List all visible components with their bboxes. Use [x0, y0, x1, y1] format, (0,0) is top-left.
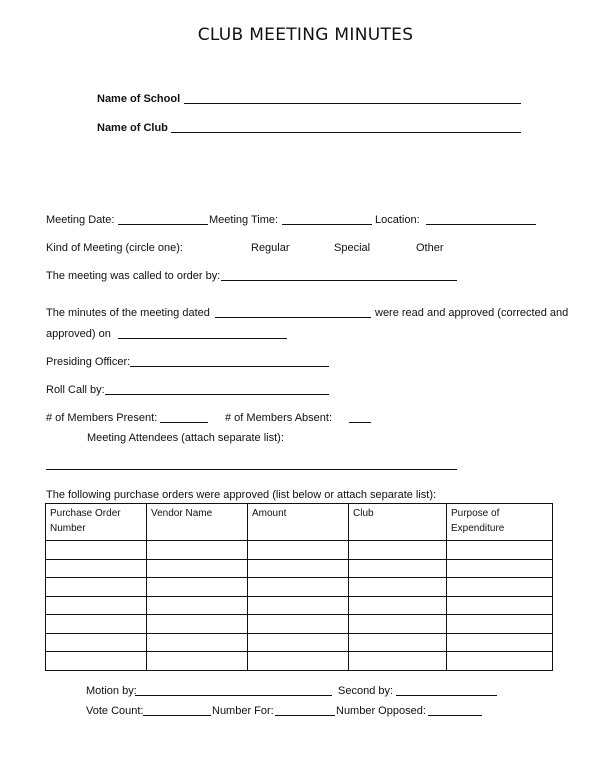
second-by-label: Second by:	[338, 685, 394, 697]
table-cell[interactable]	[147, 578, 248, 597]
school-field[interactable]	[184, 103, 521, 104]
roll-call-label: Roll Call by:	[46, 384, 105, 396]
table-cell[interactable]	[46, 615, 147, 634]
table-header-row	[46, 504, 553, 541]
column-header-line: Club	[353, 508, 374, 519]
table-row	[46, 596, 553, 615]
number-for-field[interactable]	[275, 715, 335, 716]
table-cell[interactable]	[349, 578, 447, 597]
kind-option-special[interactable]: Special	[334, 242, 371, 254]
column-header-vendor-name	[147, 504, 248, 541]
table-cell[interactable]	[349, 633, 447, 652]
table-cell[interactable]	[248, 633, 349, 652]
table-cell[interactable]	[147, 652, 248, 671]
kind-option-other[interactable]: Other	[416, 242, 444, 254]
table-cell[interactable]	[147, 559, 248, 578]
column-header-line: Amount	[252, 508, 287, 519]
vote-count-field[interactable]	[143, 715, 211, 716]
minutes-dated-field[interactable]	[215, 317, 371, 318]
table-cell[interactable]	[248, 652, 349, 671]
presiding-officer-label: Presiding Officer:	[46, 356, 131, 368]
form-title: CLUB MEETING MINUTES	[197, 25, 414, 45]
kind-of-meeting-label: Kind of Meeting (circle one):	[46, 242, 183, 254]
roll-call-field[interactable]	[105, 394, 329, 395]
table-row	[46, 578, 553, 597]
number-opposed-field[interactable]	[428, 715, 482, 716]
table-cell[interactable]	[248, 559, 349, 578]
club-field[interactable]	[171, 132, 521, 133]
table-cell[interactable]	[46, 578, 147, 597]
table-cell[interactable]	[349, 541, 447, 560]
table-cell[interactable]	[46, 596, 147, 615]
attendees-field[interactable]	[46, 469, 457, 470]
presiding-officer-field[interactable]	[130, 366, 329, 367]
column-header-line: Vendor Name	[151, 508, 213, 519]
column-header-line: Purchase Order	[50, 508, 121, 519]
table-cell[interactable]	[447, 615, 553, 634]
approved-on-label: approved) on	[46, 328, 111, 340]
table-cell[interactable]	[447, 559, 553, 578]
members-present-field[interactable]	[160, 422, 208, 423]
table-cell[interactable]	[349, 596, 447, 615]
table-cell[interactable]	[447, 652, 553, 671]
column-header-purpose	[447, 504, 553, 541]
column-header-line: Purpose of	[451, 508, 500, 519]
members-absent-field[interactable]	[349, 422, 371, 423]
table-row	[46, 615, 553, 634]
table-cell[interactable]	[349, 559, 447, 578]
kind-option-regular[interactable]: Regular	[251, 242, 290, 254]
table-cell[interactable]	[248, 596, 349, 615]
table-cell[interactable]	[147, 633, 248, 652]
table-cell[interactable]	[248, 578, 349, 597]
club-label: Name of Club	[97, 122, 168, 134]
meeting-time-field[interactable]	[282, 224, 372, 225]
table-cell[interactable]	[46, 633, 147, 652]
purchase-orders-table	[45, 503, 553, 671]
location-field[interactable]	[426, 224, 536, 225]
table-cell[interactable]	[147, 615, 248, 634]
table-cell[interactable]	[248, 541, 349, 560]
location-label: Location:	[375, 214, 420, 226]
attendees-label: Meeting Attendees (attach separate list):	[87, 432, 284, 444]
purchase-orders-intro: The following purchase orders were approved (list below or attach separate list):	[46, 489, 437, 501]
members-absent-label: # of Members Absent:	[225, 412, 332, 424]
number-opposed-label: Number Opposed:	[336, 705, 426, 717]
second-by-field[interactable]	[396, 695, 497, 696]
meeting-date-label: Meeting Date:	[46, 214, 115, 226]
table-cell[interactable]	[46, 559, 147, 578]
table-cell[interactable]	[447, 596, 553, 615]
called-to-order-label: The meeting was called to order by:	[46, 270, 221, 282]
school-label: Name of School	[97, 93, 181, 105]
table-cell[interactable]	[447, 633, 553, 652]
column-header-line: Expenditure	[451, 523, 505, 534]
table-cell[interactable]	[46, 652, 147, 671]
table-cell[interactable]	[147, 596, 248, 615]
meeting-date-field[interactable]	[118, 224, 208, 225]
column-header-amount	[248, 504, 349, 541]
column-header-club	[349, 504, 447, 541]
table-row	[46, 633, 553, 652]
table-row	[46, 541, 553, 560]
meeting-time-label: Meeting Time:	[209, 214, 279, 226]
column-header-po-number	[46, 504, 147, 541]
motion-by-field[interactable]	[135, 695, 332, 696]
minutes-approved-text: were read and approved (corrected and	[375, 307, 569, 319]
column-header-line: Number	[50, 523, 86, 534]
approved-on-field[interactable]	[118, 338, 287, 339]
vote-count-label: Vote Count:	[86, 705, 144, 717]
table-cell[interactable]	[349, 652, 447, 671]
number-for-label: Number For:	[212, 705, 274, 717]
table-cell[interactable]	[447, 578, 553, 597]
called-to-order-field[interactable]	[221, 280, 457, 281]
table-cell[interactable]	[147, 541, 248, 560]
table-row	[46, 559, 553, 578]
table-cell[interactable]	[447, 541, 553, 560]
motion-by-label: Motion by:	[86, 685, 137, 697]
table-cell[interactable]	[46, 541, 147, 560]
members-present-label: # of Members Present:	[46, 412, 158, 424]
table-cell[interactable]	[349, 615, 447, 634]
table-cell[interactable]	[248, 615, 349, 634]
minutes-dated-label: The minutes of the meeting dated	[46, 307, 210, 319]
table-row	[46, 652, 553, 671]
